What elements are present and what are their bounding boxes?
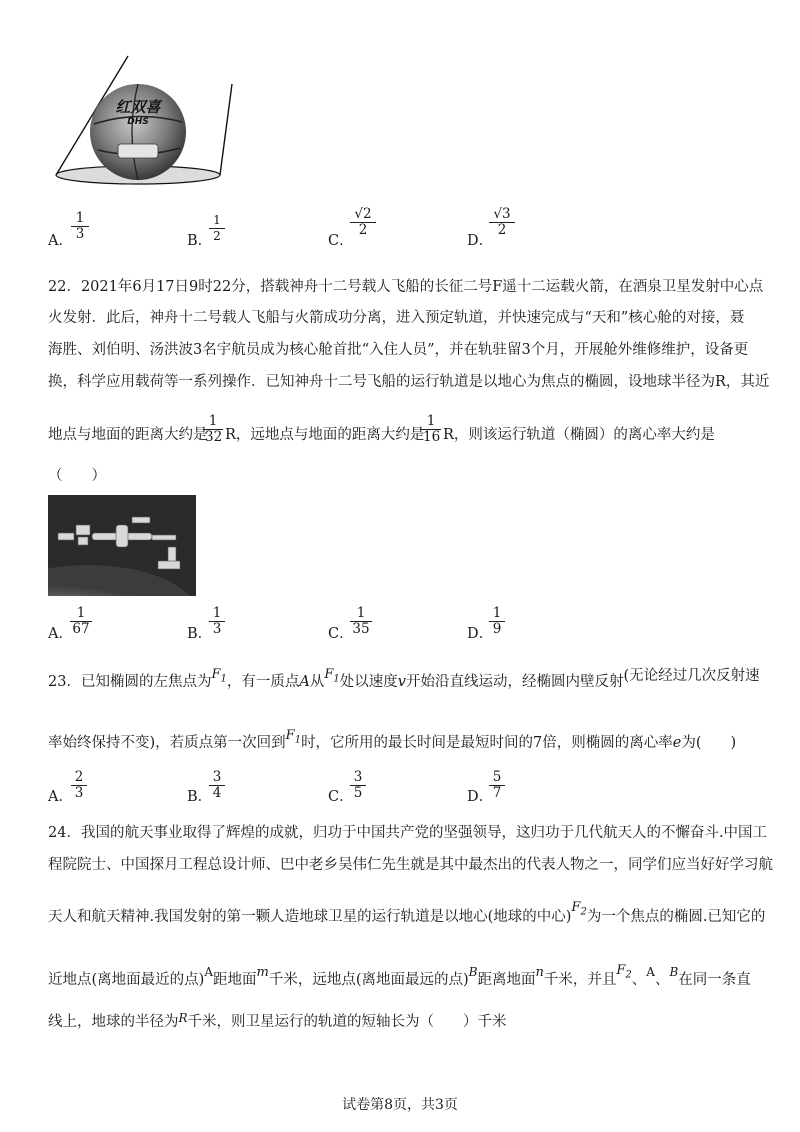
f1-symbol: F xyxy=(211,667,221,682)
q21-option-a-fraction xyxy=(71,211,89,242)
q24-text-3b: 为一个焦点的椭圆.已知它的 xyxy=(586,909,766,925)
focus-f1-third xyxy=(285,728,302,746)
q24-text-5b: 千米，则卫星运行的轨道的短轴长为（ ）千米 xyxy=(187,1014,507,1030)
q23-text-2c: 为( ) xyxy=(681,735,737,751)
q24-line-4 xyxy=(48,963,751,996)
denominator: 9 xyxy=(492,621,502,637)
ball-logo-text: 红双喜 xyxy=(115,98,161,116)
denominator: 7 xyxy=(492,785,502,801)
q22-option-b-label[interactable]: B． xyxy=(187,626,213,642)
space-station-image xyxy=(48,495,196,596)
q24-sep-2: 、 xyxy=(654,972,670,988)
q23-option-c-fraction xyxy=(350,770,366,801)
q24-line-3 xyxy=(48,900,766,933)
numerator: √3 xyxy=(489,207,515,223)
q24-text-4a: 近地点(离地面最近的点) xyxy=(48,972,205,988)
focus-f1 xyxy=(211,667,227,685)
q24-text-5a: 线上，地球的半径为 xyxy=(48,1014,179,1030)
point-b-label-second: B xyxy=(669,965,679,979)
q23-text-1d: 处以速度 xyxy=(339,674,398,690)
q22-option-c-fraction xyxy=(350,606,372,637)
q23-text-1e: 开始沿直线运动，经椭圆内壁反射 xyxy=(405,674,624,690)
q23-text-1c: 从 xyxy=(309,674,325,690)
q23-text-2a: 率始终保持不变)，若质点第一次回到 xyxy=(48,735,286,751)
numerator: 1 xyxy=(209,213,225,229)
eccentricity-e: e xyxy=(672,735,682,751)
numerator: 5 xyxy=(489,770,505,786)
q22-line-2: 火发射．此后，神舟十二号载人飞船与火箭成功分离，进入预定轨道，并快速完成与“天和”核心舱的对接，聂 xyxy=(48,310,745,326)
q24-text-4b: 距地面 xyxy=(213,972,257,988)
var-n: n xyxy=(535,965,544,980)
velocity-v: v xyxy=(397,674,406,690)
q22-fraction-perigee xyxy=(203,414,223,445)
f2-symbol: F xyxy=(616,963,626,978)
q22-answer-paren: （ ） xyxy=(48,468,106,484)
q23-option-b-label[interactable]: B． xyxy=(187,789,213,805)
q24-sep-1: 、 xyxy=(631,972,647,988)
basketball-illustration xyxy=(46,52,236,188)
q23-text-2b: 时，它所用的最长时间是最短时间的7倍，则椭圆的离心率 xyxy=(301,735,673,751)
focus-f2-second xyxy=(616,963,632,981)
q24-text-4h: 在同一条直 xyxy=(678,972,751,988)
q21-option-b-label[interactable]: B． xyxy=(187,233,213,249)
denominator: 2 xyxy=(497,222,507,238)
q22-line-5c: R，则该运行轨道（椭圆）的离心率大约是 xyxy=(443,427,715,443)
denominator: 5 xyxy=(353,785,363,801)
q22-option-d-label[interactable]: D． xyxy=(467,626,494,642)
denominator: 3 xyxy=(75,226,85,242)
space-station-illustration xyxy=(48,495,196,596)
q23-option-c-label[interactable]: C． xyxy=(328,789,354,805)
focus-f2 xyxy=(571,900,587,918)
q23-line-1 xyxy=(48,667,760,698)
numerator: √2 xyxy=(350,207,376,223)
q24-text-4e: 千米，并且 xyxy=(543,972,617,988)
numerator: 3 xyxy=(350,770,366,786)
var-m: m xyxy=(256,965,269,980)
q23-option-a-fraction xyxy=(71,770,87,801)
q21-option-b-fraction xyxy=(209,213,225,244)
ball-logo-sub: DHS xyxy=(127,117,149,127)
q24-line-1: 24．我国的航天事业取得了辉煌的成就，归功于中国共产党的坚强领导，这归功于几代航天人的不懈奋斗.中国工 xyxy=(48,825,768,841)
denominator: 35 xyxy=(352,621,370,637)
focus-f1-second xyxy=(324,667,340,685)
basketball-figure xyxy=(46,52,236,188)
denominator: 3 xyxy=(212,621,222,637)
f1-subscript: 1 xyxy=(333,673,340,685)
numerator: 1 xyxy=(70,606,92,622)
var-r: R xyxy=(178,1011,188,1025)
denominator: 2 xyxy=(358,222,368,238)
q22-fraction-apogee xyxy=(421,414,441,445)
denominator: 16 xyxy=(423,429,441,445)
q21-option-c-fraction xyxy=(350,207,376,238)
q22-line-1: 22．2021年6月17日9时22分，搭载神舟十二号载人飞船的长征二号F遥十二运载火箭，在酒泉卫星发射中心点 xyxy=(48,279,764,295)
q23-text-1f: (无论经过几次反射速 xyxy=(623,668,760,684)
q23-line-2 xyxy=(48,728,737,759)
q23-option-b-fraction xyxy=(209,770,225,801)
q24-line-5 xyxy=(48,1012,507,1032)
q22-option-a-label[interactable]: A． xyxy=(48,626,73,642)
numerator: 1 xyxy=(489,606,505,622)
q23-text-1b: ，有一质点 xyxy=(226,674,300,690)
q23-text-1a: 23．已知椭圆的左焦点为 xyxy=(48,674,212,690)
page-footer: 试卷第8页，共3页 xyxy=(342,1097,458,1113)
q22-line-5a: 地点与地面的距离大约是 xyxy=(48,427,208,443)
q22-line-4: 换，科学应用载荷等一系列操作．已知神舟十二号飞船的运行轨道是以地心为焦点的椭圆，设地球半径为R，其近 xyxy=(48,374,770,390)
point-a-label: A xyxy=(204,965,213,979)
q22-option-c-label[interactable]: C． xyxy=(328,626,354,642)
f2-symbol: F xyxy=(571,900,581,915)
f1-subscript: 1 xyxy=(294,734,302,746)
f2-subscript: 2 xyxy=(625,969,632,981)
denominator: 67 xyxy=(72,621,90,637)
q23-option-d-fraction xyxy=(489,770,505,801)
f1-symbol: F xyxy=(285,728,295,743)
numerator: 1 xyxy=(350,606,372,622)
q22-line-5b: R，远地点与地面的距离大约是 xyxy=(225,427,425,443)
numerator: 1 xyxy=(421,414,441,430)
point-a: A xyxy=(299,674,310,690)
numerator: 3 xyxy=(209,770,225,786)
numerator: 1 xyxy=(71,211,89,227)
denominator: 2 xyxy=(213,229,221,243)
numerator: 1 xyxy=(203,414,223,430)
q21-option-c-label[interactable]: C． xyxy=(328,233,354,249)
q24-text-4d: 距离地面 xyxy=(477,972,536,988)
f2-subscript: 2 xyxy=(580,906,587,918)
point-b-label: B xyxy=(468,965,478,979)
denominator: 3 xyxy=(74,785,84,801)
q22-option-d-fraction xyxy=(489,606,505,637)
q22-option-b-fraction xyxy=(209,606,225,637)
q24-text-3a: 天人和航天精神.我国发射的第一颗人造地球卫星的运行轨道是以地心(地球的中心) xyxy=(48,909,572,925)
q23-option-d-label[interactable]: D． xyxy=(467,789,494,805)
point-a-label-second: A xyxy=(646,965,655,979)
q22-line-3: 海胜、刘伯明、汤洪波3名宇航员成为核心舱首批“入住人员”，并在轨驻留3个月，开展舱外维修维护，设备更 xyxy=(48,342,749,358)
q24-text-4c: 千米，远地点(离地面最远的点) xyxy=(268,972,469,988)
q24-line-2: 程院院士、中国探月工程总设计师、巴中老乡吴伟仁先生就是其中最杰出的代表人物之一，同学们应当好好学习航 xyxy=(48,857,773,873)
denominator: 32 xyxy=(205,429,223,445)
numerator: 2 xyxy=(71,770,87,786)
f1-subscript: 1 xyxy=(220,673,227,685)
q21-option-d-fraction xyxy=(489,207,515,238)
q21-option-a-label[interactable]: A． xyxy=(48,233,73,249)
q22-option-a-fraction xyxy=(70,606,92,637)
denominator: 4 xyxy=(212,785,222,801)
f1-symbol: F xyxy=(324,667,334,682)
q23-option-a-label[interactable]: A． xyxy=(48,789,73,805)
q21-option-d-label[interactable]: D． xyxy=(467,233,494,249)
numerator: 1 xyxy=(209,606,225,622)
